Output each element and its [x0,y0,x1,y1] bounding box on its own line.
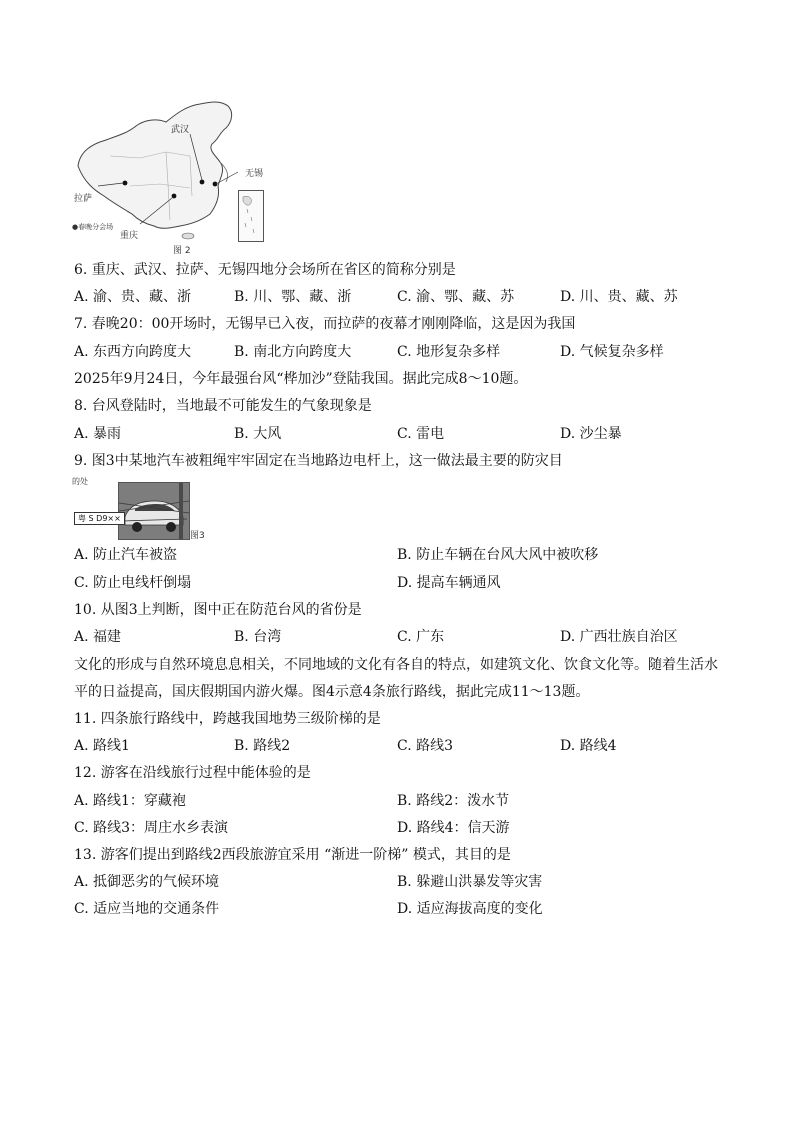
q13-option-b[interactable]: B. 躲避山洪暴发等灾害 [397,874,543,890]
q8-option-b[interactable]: B. 大风 [234,426,282,442]
q9-option-c[interactable]: C. 防止电线杆倒塌 [74,575,192,591]
car-icon [119,483,189,539]
figure-3-caption: 图3 [190,531,205,541]
q10-option-b[interactable]: B. 台湾 [234,629,282,645]
q7-option-a[interactable]: A. 东西方向跨度大 [74,344,192,360]
q8-option-d[interactable]: D. 沙尘暴 [560,426,622,442]
label-wuxi: 无锡 [245,169,264,179]
intro-q8-10: 2025年9月24日，今年最强台风“桦加沙”登陆我国。据此完成8～10题。 [74,371,528,387]
q7-option-d[interactable]: D. 气候复杂多样 [560,344,664,360]
q11-stem: 11. 四条旅行路线中，跨越我国地势三级阶梯的是 [74,711,381,727]
q12-option-a[interactable]: A. 路线1：穿藏袍 [74,793,186,809]
q13-option-c[interactable]: C. 适应当地的交通条件 [74,901,220,917]
q9-option-a[interactable]: A. 防止汽车被盗 [74,547,178,563]
q12-option-d[interactable]: D. 路线4：信天游 [397,820,510,836]
q6-option-a[interactable]: A. 渝、贵、藏、浙 [74,289,192,305]
q11-option-d[interactable]: D. 路线4 [560,738,617,754]
q9-stem: 9. 图3中某地汽车被粗绳牢牢固定在当地路边电杆上，这一做法最主要的防灾目 [74,453,563,469]
q10-stem: 10. 从图3上判断，图中正在防范台风的省份是 [74,602,362,618]
q6-option-d[interactable]: D. 川、贵、藏、苏 [560,289,678,305]
q10-option-d[interactable]: D. 广西壮族自治区 [560,629,678,645]
q11-option-a[interactable]: A. 路线1 [74,738,130,754]
q7-option-b[interactable]: B. 南北方向跨度大 [234,344,352,360]
south-china-sea-icon [239,191,263,241]
q8-option-a[interactable]: A. 暴雨 [74,426,122,442]
map-legend: ●春晚分会场 [72,223,114,231]
q13-stem: 13. 游客们提出到路线2西段旅游宜采用 “渐进一阶梯” 模式，其目的是 [74,847,511,863]
q8-option-c[interactable]: C. 雷电 [397,426,445,442]
q11-option-b[interactable]: B. 路线2 [234,738,291,754]
figure-3-photo [72,476,212,542]
q6-option-b[interactable]: B. 川、鄂、藏、浙 [234,289,352,305]
q8-stem: 8. 台风登陆时，当地最不可能发生的气象现象是 [74,398,372,414]
q7-stem: 7. 春晚20：00开场时，无锡早已入夜，而拉萨的夜幕才刚刚降临，这是因为我国 [74,316,576,332]
car-photo [118,482,190,540]
intro-q11-13-line1: 文化的形成与自然环境息息相关，不同地域的文化有各自的特点，如建筑文化、饮食文化等。随着生活水 [74,657,718,673]
south-china-sea-inset [238,190,264,242]
figure-2-map [70,96,270,256]
q6-stem: 6. 重庆、武汉、拉萨、无锡四地分会场所在省区的简称分别是 [74,262,456,278]
license-plate: 粤 S D9×× [74,512,125,525]
q10-option-a[interactable]: A. 福建 [74,629,122,645]
q12-option-c[interactable]: C. 路线3：周庄水乡表演 [74,820,229,836]
intro-q11-13-line2: 平的日益提高，国庆假期国内游火爆。图4示意4条旅行路线，据此完成11～13题。 [74,684,590,700]
figure-3-top-label: 的处 [72,477,88,486]
q6-option-c[interactable]: C. 渝、鄂、藏、苏 [397,289,515,305]
q12-stem: 12. 游客在沿线旅行过程中能体验的是 [74,765,311,781]
label-lasa: 拉萨 [74,194,93,204]
q12-option-b[interactable]: B. 路线2：泼水节 [397,793,510,809]
q7-option-c[interactable]: C. 地形复杂多样 [397,344,501,360]
label-chongqing: 重庆 [120,231,139,241]
q10-option-c[interactable]: C. 广东 [397,629,445,645]
q9-option-d[interactable]: D. 提高车辆通风 [397,575,501,591]
q11-option-c[interactable]: C. 路线3 [397,738,454,754]
q9-option-b[interactable]: B. 防止车辆在台风大风中被吹移 [397,547,599,563]
figure-2-caption: 图 2 [173,246,191,256]
q13-option-a[interactable]: A. 抵御恶劣的气候环境 [74,874,220,890]
label-wuhan: 武汉 [171,125,190,135]
q13-option-d[interactable]: D. 适应海拔高度的变化 [397,901,543,917]
